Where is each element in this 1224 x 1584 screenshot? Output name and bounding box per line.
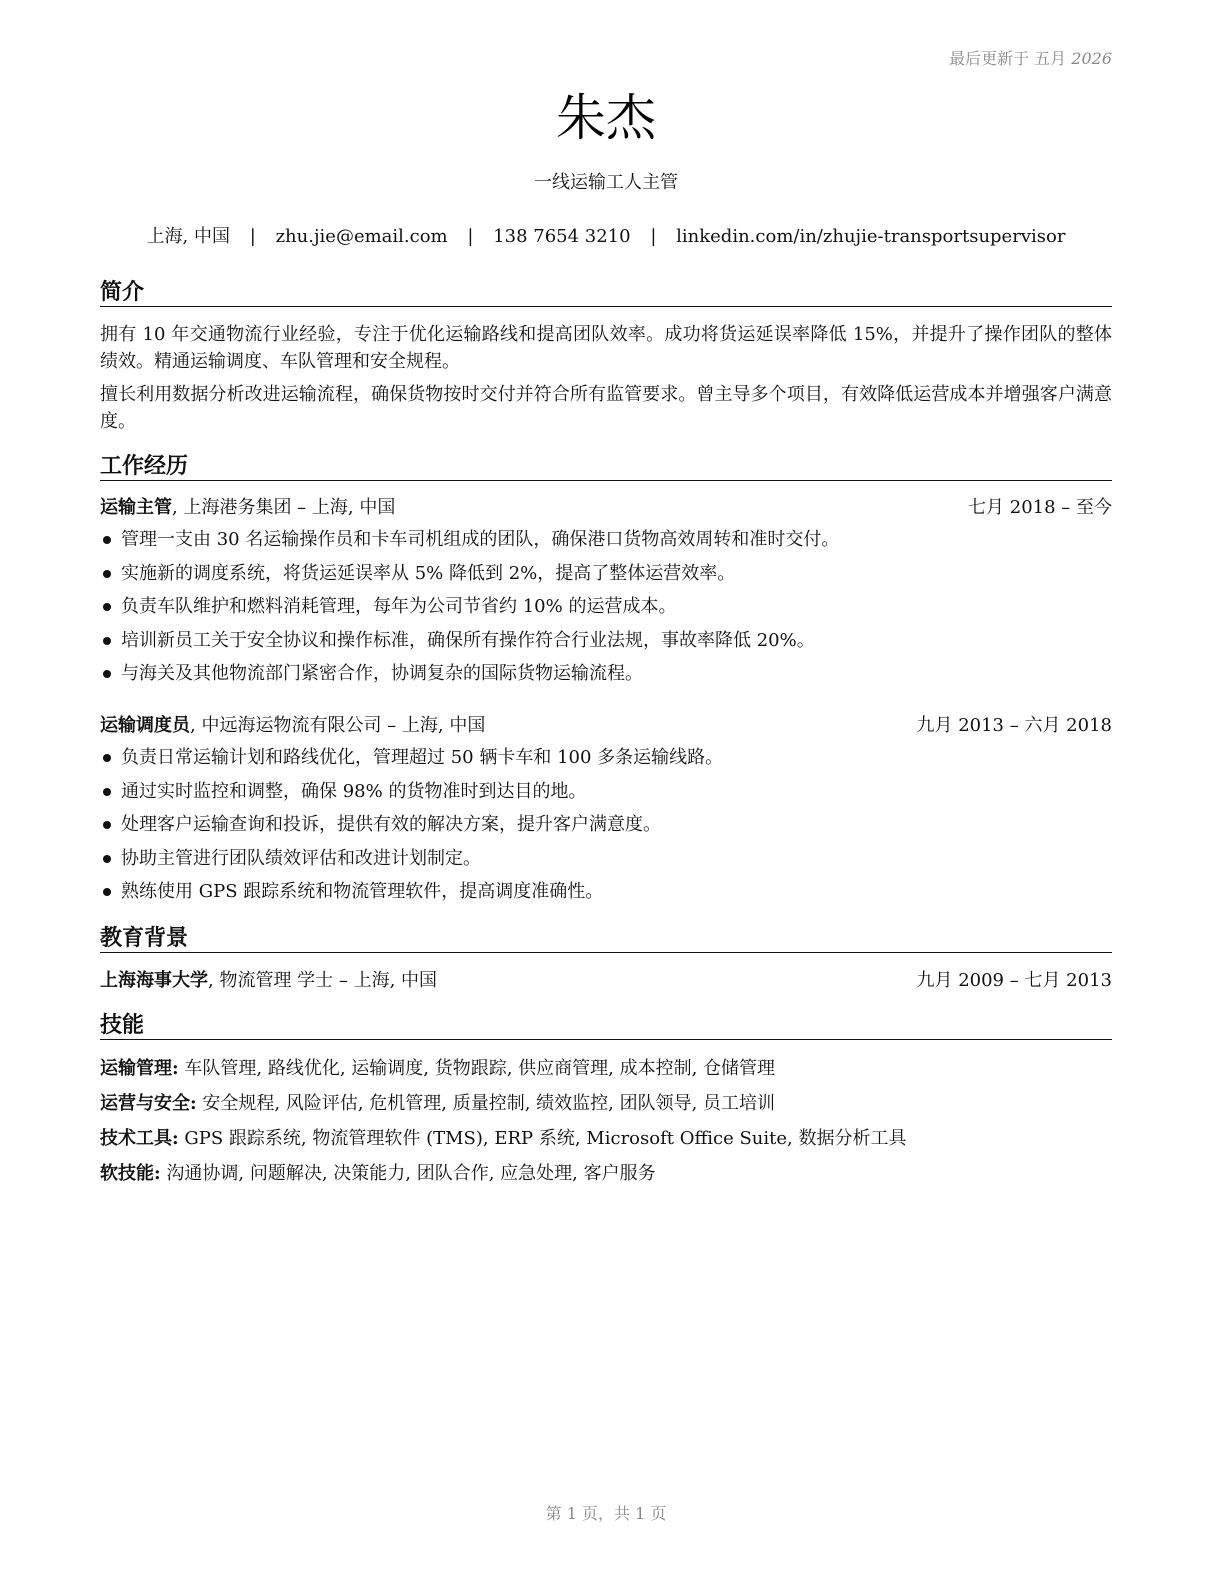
skill-label: 软技能: [100,1163,161,1184]
contact-email[interactable]: zhu.jie@email.com [275,226,448,247]
summary-paragraph: 拥有 10 年交通物流行业经验，专注于优化运输路线和提高团队效率。成功将货运延误率降低 15%，并提升了操作团队的整体绩效。精通运输调度、车队管理和安全规程。 [100,324,1112,372]
education-heading: 教育背景 [100,924,1112,953]
summary-paragraph: 擅长利用数据分析改进运输流程，确保货物按时交付并符合所有监管要求。曾主导多个项目，有效降低运营成本并增强客户满意度。 [100,384,1112,432]
skill-label: 技术工具: [100,1128,179,1149]
bullet-icon [103,855,111,863]
skill-label: 运营与安全: [100,1093,197,1114]
job-bullets [100,741,1112,909]
skill-value: 车队管理, 路线优化, 运输调度, 货物跟踪, 供应商管理, 成本控制, 仓储管理 [178,1058,776,1079]
job-heading [100,495,395,521]
bullet-icon [103,603,111,611]
bullet-text: 管理一支由 30 名运输操作员和卡车司机组成的团队，确保港口货物高效周转和准时交付。 [121,529,840,550]
list-item [100,523,1112,557]
contact-phone: 138 7654 3210 [493,226,631,247]
education-detail: , 物流管理 学士 – 上海, 中国 [208,970,438,991]
bullet-text: 与海关及其他物流部门紧密合作，协调复杂的国际货物运输流程。 [121,663,643,685]
bullet-text: 培训新员工关于安全协议和操作标准，确保所有操作符合行业法规，事故率降低 20%。 [121,629,815,651]
contact-linkedin[interactable]: linkedin.com/in/zhujie-transportsupervisor [676,226,1066,247]
list-item [100,657,1112,691]
skill-row [100,1086,1112,1121]
page-number: 第 1 页，共 1 页 [545,1504,667,1523]
list-item [100,624,1112,658]
job-org: , 上海港务集团 – 上海, 中国 [172,497,396,518]
bullet-text: 负责车队维护和燃料消耗管理，每年为公司节省约 10% 的运营成本。 [121,596,677,618]
bullet-icon [103,821,111,829]
summary-heading: 简介 [100,278,1112,307]
education-school: 上海海事大学 [100,970,208,991]
list-item [100,557,1112,591]
bullet-text: 协助主管进行团队绩效评估和改进计划制定。 [121,847,481,869]
bullet-text: 熟练使用 GPS 跟踪系统和物流管理软件，提高调度准确性。 [121,881,604,903]
education-entry [100,968,1112,994]
skill-row [100,1156,1112,1191]
list-item [100,842,1112,876]
job-org: , 中远海运物流有限公司 – 上海, 中国 [190,715,486,736]
skills-heading: 技能 [100,1011,1112,1040]
skill-value: 安全规程, 风险评估, 危机管理, 质量控制, 绩效监控, 团队领导, 员工培训 [196,1093,776,1114]
skill-value: 沟通协调, 问题解决, 决策能力, 团队合作, 应急处理, 客户服务 [160,1163,656,1184]
education-dates: 九月 2009 – 七月 2013 [916,970,1112,991]
bullet-icon [103,536,111,544]
bullet-text: 处理客户运输查询和投诉，提供有效的解决方案，提升客户满意度。 [121,814,661,836]
bullet-icon [103,637,111,645]
job-title: 一线运输工人主管 [534,172,678,193]
skill-row [100,1121,1112,1156]
skills-list [100,1051,1112,1191]
job-header [100,713,1112,739]
list-item [100,775,1112,809]
bullet-text: 通过实时监控和调整，确保 98% 的货物准时到达目的地。 [121,780,587,802]
bullet-icon [103,788,111,796]
contact-separator: | [650,226,657,247]
list-item [100,808,1112,842]
contact-separator: | [467,226,474,247]
skill-label: 运输管理: [100,1058,179,1079]
experience-heading: 工作经历 [100,452,1112,481]
bullet-icon [103,888,111,896]
contact-separator: | [249,226,256,247]
bullet-text: 实施新的调度系统，将货运延误率从 5% 降低到 2%，提高了整体运营效率。 [121,562,736,584]
list-item [100,741,1112,775]
last-updated-prefix: 最后更新于 五月 [949,49,1067,68]
skill-value: GPS 跟踪系统, 物流管理软件 (TMS), ERP 系统, Microsoft Office Suite, 数据分析工具 [178,1128,907,1149]
list-item [100,590,1112,624]
job-dates: 九月 2013 – 六月 2018 [916,715,1112,736]
job-role: 运输调度员 [100,715,190,736]
list-item [100,875,1112,909]
job-role: 运输主管 [100,497,172,518]
job-dates: 七月 2018 – 至今 [968,497,1112,518]
job-header [100,495,1112,521]
contact-location: 上海, 中国 [146,226,231,247]
resume-page [100,0,1112,1584]
job-bullets [100,523,1112,691]
education-heading-line [100,968,437,994]
bullet-text: 负责日常运输计划和路线优化，管理超过 50 辆卡车和 100 多条运输线路。 [121,747,724,768]
candidate-name: 朱杰 [556,89,656,147]
bullet-icon [103,670,111,678]
skill-row [100,1051,1112,1086]
job-heading [100,713,485,739]
bullet-icon [103,754,111,762]
last-updated-year: 2026 [1071,49,1112,68]
last-updated [949,46,1112,69]
bullet-icon [103,570,111,578]
contact-line [100,224,1112,250]
